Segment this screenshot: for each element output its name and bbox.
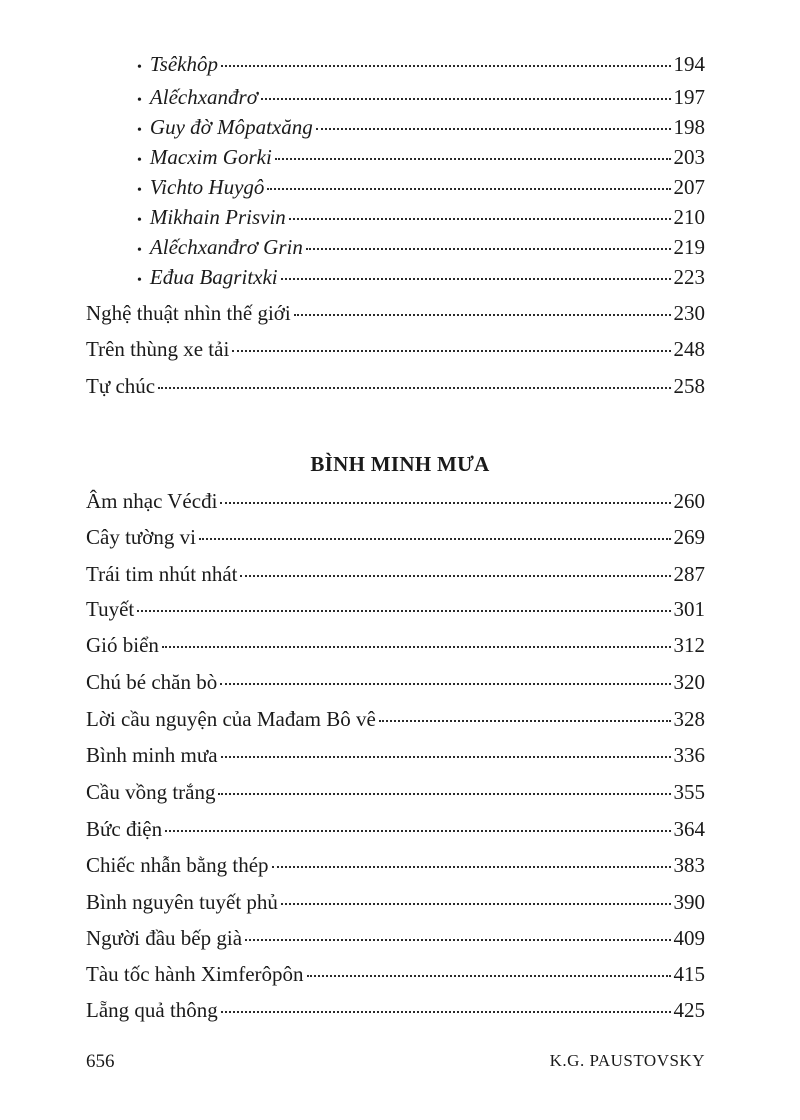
- dot-leader: [232, 350, 670, 352]
- entry-page-number: 409: [673, 926, 705, 950]
- dot-leader: [275, 158, 671, 160]
- entry-page-number: 207: [673, 175, 705, 199]
- entry-title: Macxim Gorki: [149, 145, 272, 169]
- entry-title: Nghệ thuật nhìn thế giới: [86, 301, 291, 325]
- toc-entry: [86, 889, 705, 915]
- entry-title: Tsêkhôp: [149, 52, 218, 76]
- dot-leader: [306, 248, 671, 250]
- dot-leader: [218, 793, 670, 795]
- footer-author: K.G. PAUSTOVSKY: [549, 1051, 705, 1070]
- entry-title: Bình nguyên tuyết phủ: [86, 890, 278, 914]
- dot-leader: [221, 65, 671, 67]
- bullet-icon: •: [137, 213, 142, 228]
- entry-title: Bình minh mưa: [86, 743, 218, 767]
- entry-title: Bức điện: [86, 817, 163, 841]
- entry-page-number: 203: [673, 145, 705, 169]
- entry-page-number: 197: [673, 85, 705, 109]
- entry-title: Người đầu bếp già: [86, 926, 243, 950]
- entry-page-number: 269: [673, 525, 705, 549]
- dot-leader: [316, 128, 671, 130]
- dot-leader: [379, 720, 671, 722]
- entry-page-number: 248: [673, 337, 705, 361]
- entry-page-number: 336: [673, 743, 705, 767]
- toc-entry: [86, 669, 705, 695]
- entry-page-number: 312: [673, 633, 705, 657]
- dot-leader: [240, 575, 670, 577]
- entry-title: Lời cầu nguyện của Mađam Bô vê: [86, 707, 376, 731]
- bullet-icon: •: [137, 60, 142, 75]
- toc-sub-entry: [137, 264, 705, 294]
- toc-sub-entry: [137, 51, 705, 81]
- entry-page-number: 383: [673, 853, 705, 877]
- entry-page-number: 425: [673, 998, 705, 1022]
- bullet-icon: •: [137, 243, 142, 258]
- entry-page-number: 210: [673, 205, 705, 229]
- entry-title: Eđua Bagritxki: [149, 265, 278, 289]
- entry-title: Cây tường vi: [86, 525, 196, 549]
- entry-page-number: 223: [673, 265, 705, 289]
- entry-page-number: 355: [673, 780, 705, 804]
- toc-entry: [86, 779, 705, 805]
- toc-entry: [86, 961, 705, 987]
- entry-title: Cầu vồng trắng: [86, 780, 216, 804]
- entry-page-number: 364: [673, 817, 705, 841]
- toc-entry: [86, 632, 705, 658]
- dot-leader: [289, 218, 671, 220]
- dot-leader: [294, 314, 671, 316]
- entry-page-number: 198: [673, 115, 705, 139]
- section-heading: BÌNH MINH MƯA: [310, 452, 490, 476]
- toc-entry: [86, 816, 705, 842]
- toc-entry: [86, 488, 705, 514]
- toc-entry: [86, 373, 705, 399]
- entry-page-number: 390: [673, 890, 705, 914]
- entry-title: Vichto Huygô: [149, 175, 265, 199]
- bullet-icon: •: [137, 183, 142, 198]
- toc-entry: [86, 596, 705, 622]
- footer-page-number: 656: [86, 1051, 115, 1072]
- entry-title: Tàu tốc hành Ximferôpôn: [86, 962, 304, 986]
- entry-page-number: 328: [673, 707, 705, 731]
- entry-page-number: 320: [673, 670, 705, 694]
- entry-title: Trái tim nhút nhát: [86, 562, 238, 586]
- toc-entry: [86, 852, 705, 878]
- dot-leader: [261, 98, 671, 100]
- bullet-icon: •: [137, 153, 142, 168]
- entry-page-number: 415: [673, 962, 705, 986]
- entry-title: Alếchxanđrơ: [149, 85, 258, 109]
- dot-leader: [165, 830, 670, 832]
- entry-title: Tuyết: [86, 597, 135, 621]
- entry-title: Âm nhạc Vécđi: [86, 489, 218, 513]
- entry-page-number: 301: [673, 597, 705, 621]
- entry-page-number: 258: [673, 374, 705, 398]
- entry-title: Alếchxanđrơ Grin: [149, 235, 303, 259]
- dot-leader: [220, 683, 670, 685]
- toc-entry: [86, 561, 705, 587]
- entry-title: Guy đờ Môpatxăng: [149, 115, 313, 139]
- dot-leader: [281, 903, 671, 905]
- entry-page-number: 219: [673, 235, 705, 259]
- dot-leader: [272, 866, 671, 868]
- entry-page-number: 194: [673, 52, 705, 76]
- toc-sub-entry: [137, 204, 705, 234]
- toc-entry: [86, 742, 705, 768]
- toc-sub-entry: [137, 144, 705, 174]
- toc-sub-entry: [137, 234, 705, 264]
- dot-leader: [137, 610, 670, 612]
- toc-entry: [86, 706, 705, 732]
- entry-page-number: 230: [673, 301, 705, 325]
- dot-leader: [307, 975, 671, 977]
- bullet-icon: •: [137, 123, 142, 138]
- dot-leader: [221, 756, 671, 758]
- dot-leader: [245, 939, 670, 941]
- dot-leader: [221, 1011, 671, 1013]
- bullet-icon: •: [137, 273, 142, 288]
- entry-title: Mikhain Prisvin: [149, 205, 286, 229]
- bullet-icon: •: [137, 93, 142, 108]
- dot-leader: [199, 538, 671, 540]
- toc-entry: [86, 524, 705, 550]
- dot-leader: [220, 502, 670, 504]
- entry-page-number: 260: [673, 489, 705, 513]
- entry-title: Trên thùng xe tải: [86, 337, 230, 361]
- entry-title: Chú bé chăn bò: [86, 670, 218, 694]
- toc-sub-entry: [137, 84, 705, 114]
- toc-entry: [86, 300, 705, 326]
- entry-page-number: 287: [673, 562, 705, 586]
- toc-sub-entry: [137, 174, 705, 204]
- toc-sub-entry: [137, 114, 705, 144]
- entry-title: Lẵng quả thông: [86, 998, 218, 1022]
- toc-entry: [86, 925, 705, 951]
- dot-leader: [158, 387, 670, 389]
- toc-entry: [86, 997, 705, 1023]
- toc-entry: [86, 336, 705, 362]
- entry-title: Gió biển: [86, 633, 159, 657]
- entry-title: Chiếc nhẫn bằng thép: [86, 853, 269, 877]
- dot-leader: [281, 278, 671, 280]
- entry-title: Tự chúc: [86, 374, 156, 398]
- dot-leader: [162, 646, 671, 648]
- dot-leader: [267, 188, 670, 190]
